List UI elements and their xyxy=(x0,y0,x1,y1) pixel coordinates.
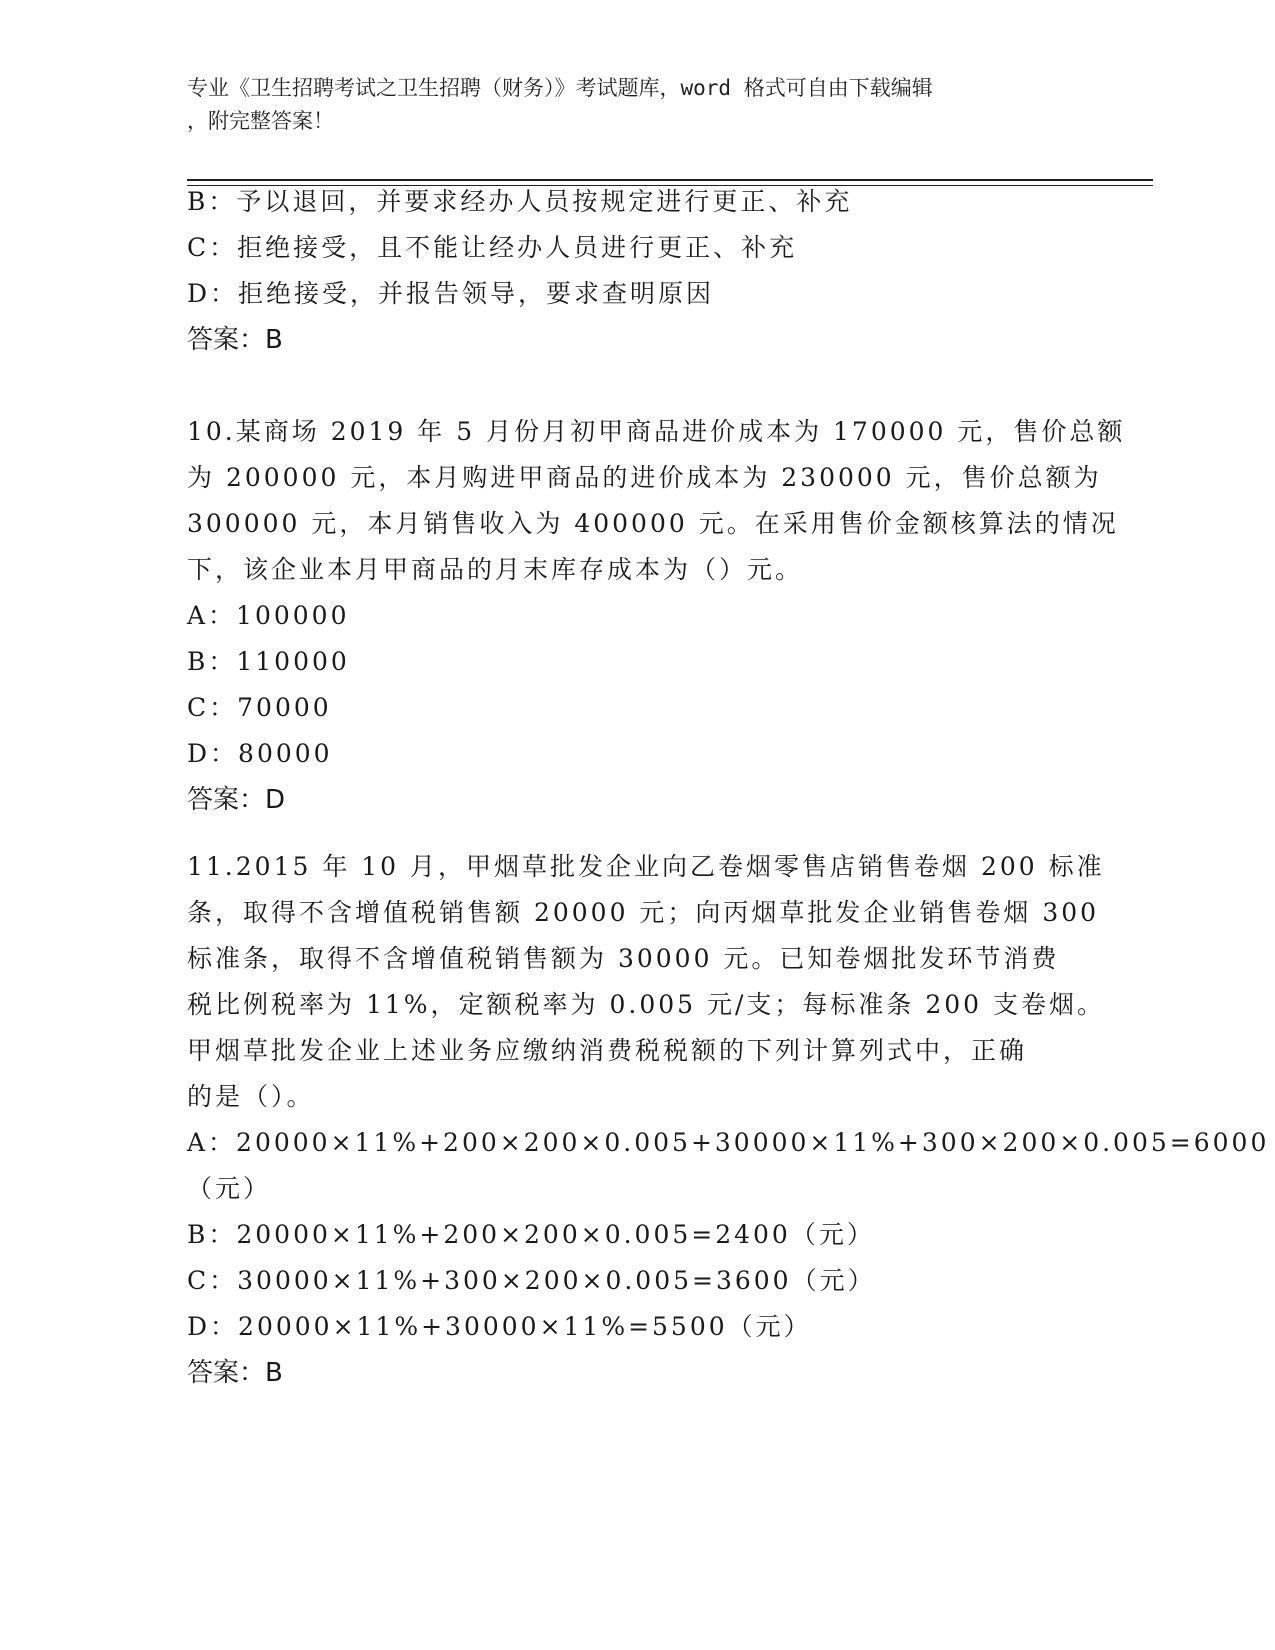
q10-stem-line: 300000 元，本月销售收入为 400000 元。在采用售价金额核算法的情况 xyxy=(187,509,1119,538)
q11-answer: 答案：B xyxy=(187,1358,283,1388)
q10-option-a: A：100000 xyxy=(187,601,350,630)
q11-option-c: C：30000×11%+300×200×0.005=3600（元） xyxy=(187,1266,876,1295)
q9-option-d: D：拒绝接受，并报告领导，要求查明原因 xyxy=(187,279,715,308)
question-10 xyxy=(187,409,1126,823)
q11-option-d: D：20000×11%+30000×11%=5500（元） xyxy=(187,1312,812,1341)
header-line-1: 专业《卫生招聘考试之卫生招聘（财务）》考试题库，word 格式可自由下载编辑 xyxy=(187,76,933,100)
q11-stem-line: 条，取得不含增值税销售额 20000 元；向丙烟草批发企业销售卷烟 300 xyxy=(187,898,1100,927)
q11-stem-line: 甲烟草批发企业上述业务应缴纳消费税税额的下列计算列式中，正确 xyxy=(187,1036,1028,1065)
q11-option-b: B：20000×11%+200×200×0.005=2400（元） xyxy=(187,1220,875,1249)
q11-stem-line: 11.2015 年 10 月，甲烟草批发企业向乙卷烟零售店销售卷烟 200 标准 xyxy=(187,852,1105,881)
q9-option-b: B：予以退回，并要求经办人员按规定进行更正、补充 xyxy=(187,187,853,216)
q10-stem-line: 下，该企业本月甲商品的月末库存成本为（）元。 xyxy=(187,555,804,584)
q9-option-c: C：拒绝接受，且不能让经办人员进行更正、补充 xyxy=(187,233,798,262)
question-9 xyxy=(187,179,1087,363)
q9-answer: 答案：B xyxy=(187,325,283,355)
q11-stem-line: 的是（）。 xyxy=(187,1082,315,1111)
header-line-2: ，附完整答案！ xyxy=(187,109,334,133)
q10-stem-line: 10.某商场 2019 年 5 月份月初甲商品进价成本为 170000 元，售价总额 xyxy=(187,417,1126,446)
q10-option-b: B：110000 xyxy=(187,647,350,676)
q11-stem-line: 标准条，取得不含增值税销售额为 30000 元。已知卷烟批发环节消费 xyxy=(187,944,1060,973)
question-11 xyxy=(187,844,1270,1396)
q10-stem-line: 为 200000 元，本月购进甲商品的进价成本为 230000 元，售价总额为 xyxy=(187,463,1102,492)
document-header xyxy=(187,72,1067,138)
q10-option-c: C：70000 xyxy=(187,693,332,722)
q10-answer: 答案：D xyxy=(187,785,286,815)
q10-option-d: D：80000 xyxy=(187,739,333,768)
q11-option-a-continued: （元） xyxy=(187,1174,272,1203)
q11-stem-line: 税比例税率为 11%，定额税率为 0.005 元/支；每标准条 200 支卷烟。 xyxy=(187,990,1106,1019)
q11-option-a: A：20000×11%+200×200×0.005+30000×11%+300×200×0.005=6000 xyxy=(187,1128,1270,1157)
